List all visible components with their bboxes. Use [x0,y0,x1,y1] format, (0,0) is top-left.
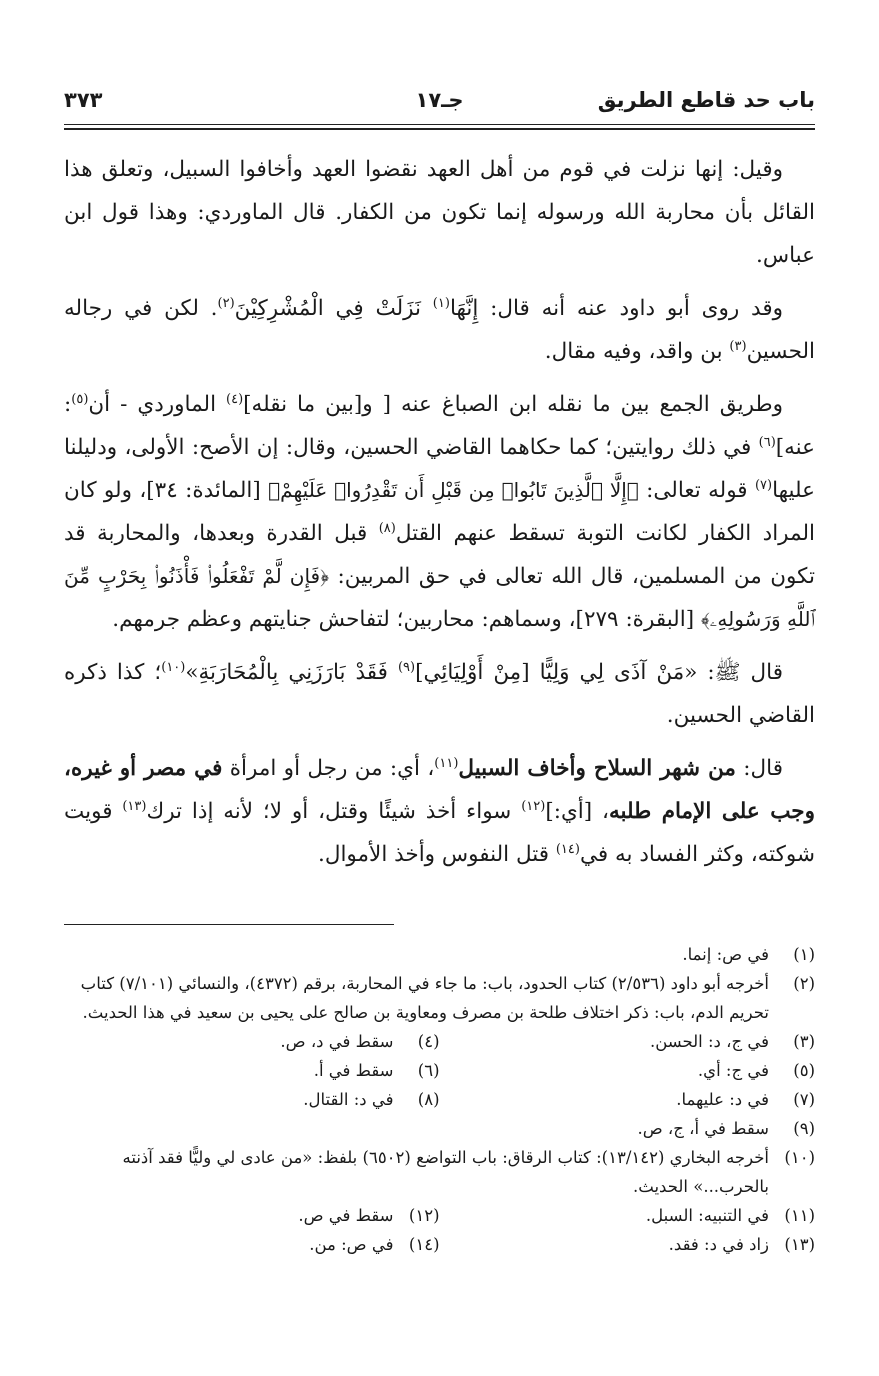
footnote-ref: (٣) [729,338,747,354]
footnote-14: (١٤) في ص: من. [309,1235,440,1254]
header-rule-thin [64,124,815,125]
footnote-11: (١١) في التنبيه: السبل. [645,1206,815,1225]
footnote-ref: (٧) [754,477,773,493]
matn-text: من شهر السلاح وأخاف السبيل [458,756,736,781]
footnote-ref: (٢) [217,295,235,311]
footnote-ref: (١) [432,295,450,311]
footnote-ref: (١٠) [161,659,186,675]
footnotes [64,940,815,1259]
footnote-8: (٨) في د: القتال. [303,1090,440,1109]
running-header [64,88,815,122]
paragraph-1: وقيل: إنها نزلت في قوم من أهل العهد نقضوا العهد وأخافوا السبيل، وتعلق هذا القائل بأن محاربة الله ورسوله إنما تكون من الكفار. قال الماوردي: وهذا قول ابن عباس. [64,157,815,268]
footnote-13: (١٣) زاد في د: فقد. [668,1235,815,1254]
footnote-5: (٥) في ج: أي. [697,1061,815,1080]
footnote-10: (١٠) أخرجه البخاري (١٣/١٤٢): كتاب الرقاق: باب التواضع (٦٥٠٢) بلفظ: «من عادى لي وليًّا فقد آذنته بالحرب...» الحديث. [122,1148,815,1196]
main-text [64,148,815,886]
footnote-row [64,1230,815,1259]
chapter-title: باب حد قاطع الطريق [597,88,815,112]
footnote-3: (٣) في ج، د: الحسن. [649,1032,815,1051]
footnote-ref: (٩) [397,659,416,675]
footnote-row [64,1085,815,1114]
footnote-ref: (٨) [378,520,396,536]
footnote-1: (١) في ص: إنما. [682,945,815,964]
footnote-ref: (١٣) [122,798,147,814]
footnote-ref: (١٢) [521,798,546,814]
volume-label: جـ١٧ [415,88,464,112]
page-number: ٣٧٣ [64,88,103,112]
footnote-ref: (١٤) [555,841,580,857]
footnote-row [64,1201,815,1230]
footnote-ref: (٦) [758,434,776,450]
footnote-ref: (٤) [226,391,244,407]
matn-text: في مصر أو غيره، وجب على الإمام طلبه [64,756,815,824]
footnote-4: (٤) سقط في د، ص. [280,1032,440,1051]
footnote-9: (٩) سقط في أ، ج، ص. [637,1119,815,1138]
footnote-ref: (١١) [434,755,459,771]
header-rule-thick [64,128,815,130]
footnote-6: (٦) سقط في أ. [313,1061,440,1080]
quran-quote: ﴿فَإِن لَّمْ تَفْعَلُوا۟ فَأْذَنُوا۟ بِحَرْبٍ مِّنَ ٱللَّهِ وَرَسُولِهِۦ﴾ [64,564,815,631]
footnote-row [64,1056,815,1085]
paragraph-3: وطريق الجمع بين ما نقله ابن الصباغ عنه [ و[بين ما نقله]$^{(٤)}$ الماوردي - أن$^{(٥)}$: عنه]$^{(٦)}$ في ذلك روايتين؛ كما حكاهما القاضي الحسين، وقال: إن الأصح: الأولى، ودليلنا عليها$^{(٧)}$ قوله تعالى: ﴿إِلَّا ٱلَّذِينَ تَابُوا۟ مِن قَبْلِ أَن تَقْدِرُوا۟ عَلَيْهِمْ﴾ [المائدة: ٣٤]، ولو كان المراد الكفار لكانت التوبة تسقط عنهم القتل$^{(٨)}$ قبل القدرة وبعدها، والمحاربة قد تكون من المسلمين، قال الله تعالى في حق المربين: ﴿فَإِن لَّمْ تَفْعَلُوا۟ فَأْذَنُوا۟ بِحَرْبٍ مِّنَ ٱللَّهِ وَرَسُولِهِۦ﴾ [البقرة: ٢٧٩]، وسماهم: محاربين؛ لتفاحش جنايتهم وعظم جرمهم. [64,391,815,632]
footnote-7: (٧) في د: عليهما. [676,1090,815,1109]
paragraph-5: قال: من شهر السلاح وأخاف السبيل$^{(١١)}$، أي: من رجل أو امرأة في مصر أو غيره، وجب على الإمام طلبه، [أي:]$^{(١٢)}$ سواء أخذ شيئًا وقتل، أو لا؛ لأنه إذا ترك$^{(١٣)}$ قويت شوكته، وكثر الفساد به في$^{(١٤)}$ قتل النفوس وأخذ الأموال. [64,755,815,867]
footnote-2: (٢) أخرجه أبو داود (٢/٥٣٦) كتاب الحدود، باب: ما جاء في المحاربة، برقم (٤٣٧٢)، والنسائي (٧/١٠١) كتاب تحريم الدم، باب: ذكر اختلاف طلحة بن مصرف ومعاوية بن صالح على يحيى بن سعيد في هذا الحديث. [80,974,815,1022]
footnote-ref: (٥) [71,391,89,407]
footnote-separator [64,924,394,925]
footnote-12: (١٢) سقط في ص. [298,1206,440,1225]
paragraph-4: قال ﷺ: «مَنْ آذَى لِي وَلِيًّا [مِنْ أَوْلِيَائِي]$^{(٩)}$ فَقَدْ بَارَزَنِي بِالْمُحَارَبَةِ»$^{(١٠)}$؛ كذا ذكره القاضي الحسين. [64,659,815,728]
footnote-row [64,1027,815,1056]
quran-quote: ﴿إِلَّا ٱلَّذِينَ تَابُوا۟ مِن قَبْلِ أَن تَقْدِرُوا۟ عَلَيْهِمْ﴾ [268,478,639,502]
paragraph-2: وقد روى أبو داود عنه أنه قال: إِنَّهَا$^{(١)}$ نَزَلَتْ فِي الْمُشْرِكِيْنَ$^{(٢)}$. لكن في رجاله الحسين$^{(٣)}$ بن واقد، وفيه مقال. [64,295,815,364]
